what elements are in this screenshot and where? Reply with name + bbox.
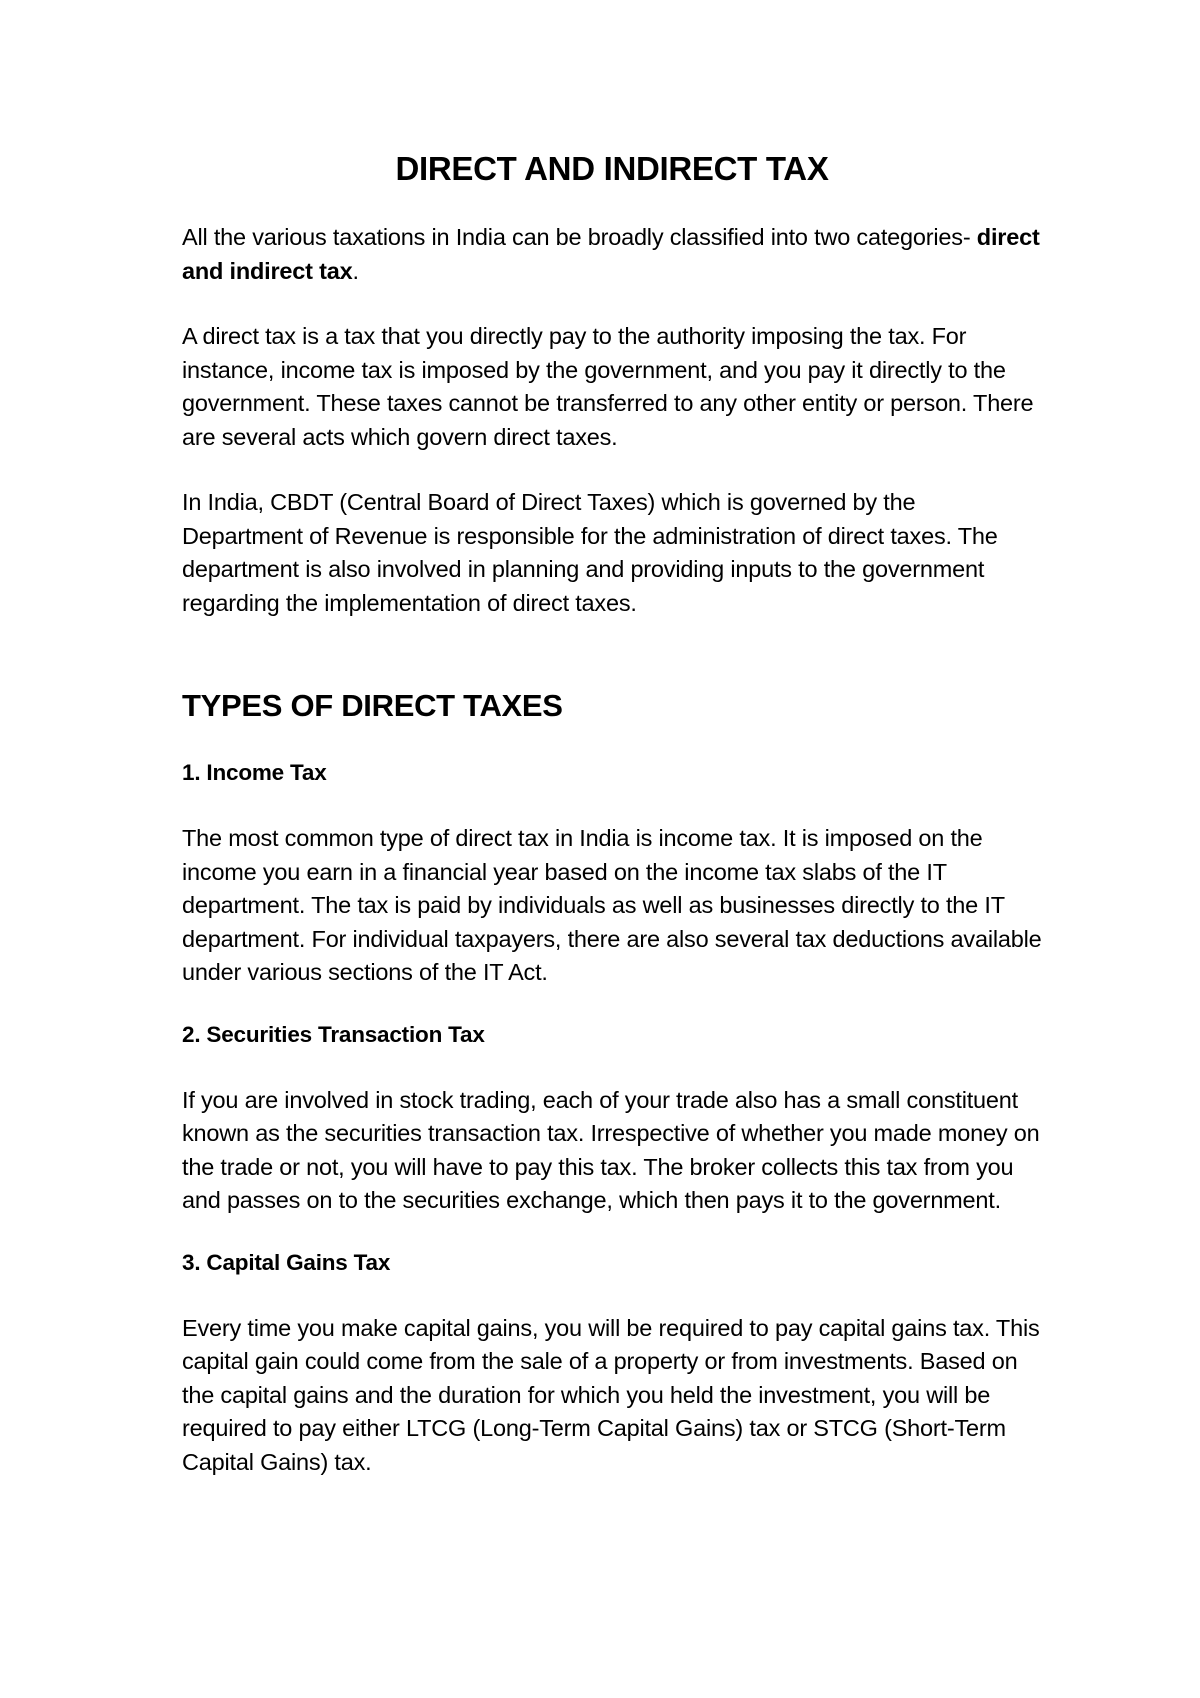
intro-bold-text: direct and indirect tax <box>182 224 1040 284</box>
capital-gains-tax-paragraph: Every time you make capital gains, you will be required to pay capital gains tax. This capital gain could come from the sale of a property or from investments. Based on the capital gains and the duration for which you held the investment, you will be required to pay either LTCG (Long-Term Capital Gains) tax or STCG (Short-Term Capital Gains) tax. <box>182 1314 1040 1475</box>
types-section-heading: TYPES OF DIRECT TAXES <box>182 688 563 723</box>
cbdt-paragraph: In India, CBDT (Central Board of Direct Taxes) which is governed by the Department of Revenue is responsible for the administration of direct taxes. The department is also involved in planning and providing inputs to the government regarding the implementation of direct taxes. <box>182 489 998 616</box>
document-title: DIRECT AND INDIRECT TAX <box>395 150 829 187</box>
capital-gains-tax-heading: 3. Capital Gains Tax <box>182 1249 391 1275</box>
intro-text: All the various taxations in India can be broadly classified into two categories- <box>182 224 977 250</box>
securities-transaction-tax-heading: 2. Securities Transaction Tax <box>182 1021 485 1047</box>
intro-paragraph <box>182 221 1042 288</box>
direct-tax-paragraph: A direct tax is a tax that you directly pay to the authority imposing the tax. For instance, income tax is imposed by the government, and you pay it directly to the government. These taxes cannot be transferred to any other entity or person. There are several acts which govern direct taxes. <box>182 323 1034 450</box>
intro-text-end: . <box>352 257 359 284</box>
document-content <box>182 150 1042 1479</box>
income-tax-heading: 1. Income Tax <box>182 760 327 785</box>
securities-transaction-tax-paragraph: If you are involved in stock trading, each of your trade also has a small constituent known as the securities transaction tax. Irrespective of whether you made money on the trade or not, you will have to pay this tax. The broker collects this tax from you and passes on to the securities exchange, which then pays it to the government. <box>182 1086 1040 1213</box>
income-tax-paragraph: The most common type of direct tax in India is income tax. It is imposed on the income you earn in a financial year based on the income tax slabs of the IT department. The tax is paid by individuals as well as businesses directly to the IT department. For individual taxpayers, there are also several tax deductions available under various sections of the IT Act. <box>182 825 1042 985</box>
